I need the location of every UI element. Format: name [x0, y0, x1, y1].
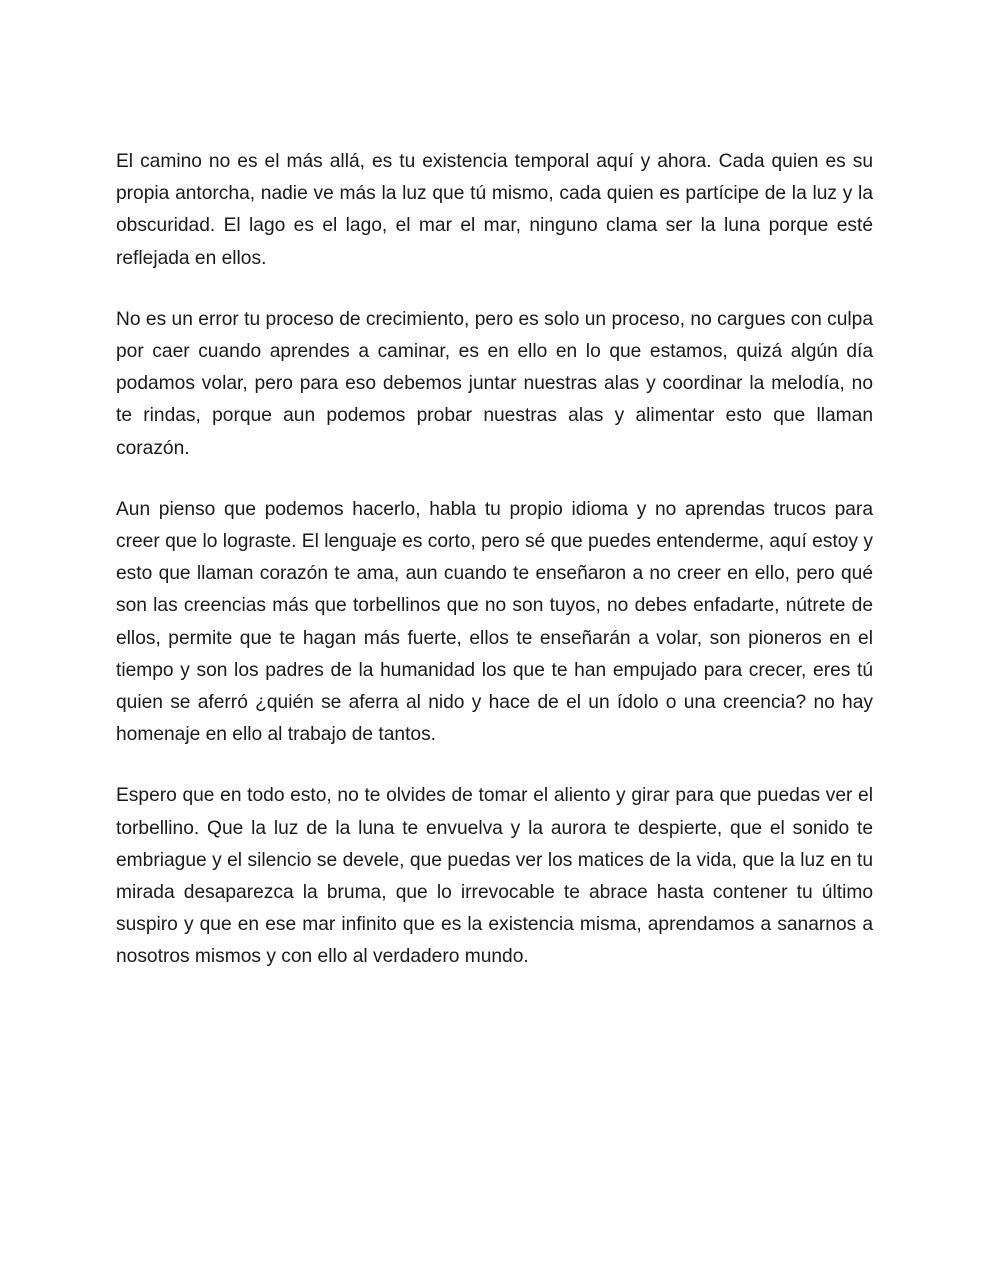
paragraph-4: Espero que en todo esto, no te olvides de tomar el aliento y girar para que puedas ver el torbellino. Que la luz de la luna te envuelva y la aurora te despierte, que el sonido te embriague y el silencio se devele, que puedas ver los matices de la vida, que la luz en tu mirada desaparezca la bruma, que lo irrevocable te abrace hasta contener tu último suspiro y que en ese mar infinito que es la existencia misma, aprendamos a sanarnos a nosotros mismos y con ello al verdadero mundo.: [116, 785, 873, 968]
paragraph-2: No es un error tu proceso de crecimiento, pero es solo un proceso, no cargues con culpa por caer cuando aprendes a caminar, es en ello en lo que estamos, quizá algún día podamos volar, pero para eso debemos juntar nuestras alas y coordinar la melodía, no te rindas, porque aun podemos probar nuestras alas y alimentar esto que llaman corazón.: [116, 308, 873, 459]
paragraph-1: El camino no es el más allá, es tu existencia temporal aquí y ahora. Cada quien es su propia antorcha, nadie ve más la luz que tú mismo, cada quien es partícipe de la luz y la obscuridad. El lago es el lago, el mar el mar, ninguno clama ser la luna porque esté reflejada en ellos.: [116, 151, 873, 269]
document-body: [116, 146, 873, 1003]
paragraph-3: Aun pienso que podemos hacerlo, habla tu propio idioma y no aprendas trucos para creer que lo lograste. El lenguaje es corto, pero sé que puedes entenderme, aquí estoy y esto que llaman corazón te ama, aun cuando te enseñaron a no creer en ello, pero qué son las creencias más que torbellinos que no son tuyos, no debes enfadarte, nútrete de ellos, permite que te hagan más fuerte, ellos te enseñarán a volar, son pioneros en el tiempo y son los padres de la humanidad los que te han empujado para crecer, eres tú quien se aferró ¿quién se aferra al nido y hace de el un ídolo o una creencia? no hay homenaje en ello al trabajo de tantos.: [116, 498, 873, 746]
